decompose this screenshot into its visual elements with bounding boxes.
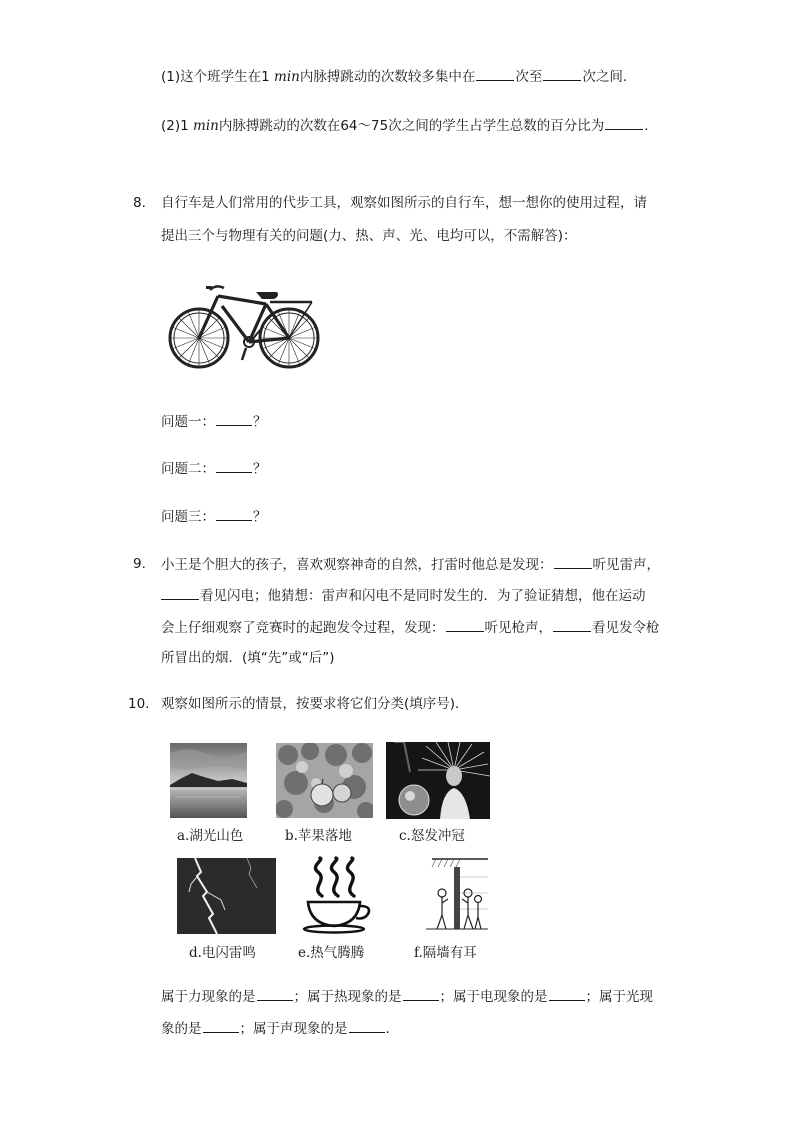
q8-text-line2: 提出三个与物理有关的问题(力、热、声、光、电均可以，不需解答)： bbox=[161, 228, 577, 244]
question-number-9: 9. bbox=[133, 556, 146, 572]
answer-blank[interactable] bbox=[543, 66, 581, 81]
eavesdrop-image bbox=[418, 853, 490, 935]
caption-b: b.苹果落地 bbox=[285, 828, 352, 844]
lake-mountain-image bbox=[170, 743, 247, 818]
caption-f: f.隔墙有耳 bbox=[414, 945, 477, 961]
caption-c: c.怒发冲冠 bbox=[399, 828, 465, 844]
q8-question-1: 问题一： ？ bbox=[161, 411, 267, 432]
q9-line1: 小王是个胆大的孩子，喜欢观察神奇的自然，打雷时他总是发现： 听见雷声， bbox=[161, 554, 660, 575]
caption-d: d.电闪雷鸣 bbox=[189, 945, 256, 961]
answer-blank[interactable] bbox=[257, 986, 293, 1001]
caption-e: e.热气腾腾 bbox=[298, 945, 365, 961]
falling-apple-image bbox=[276, 743, 373, 818]
answer-blank[interactable] bbox=[216, 506, 252, 521]
q9-line2: 看见闪电；他猜想：雷声和闪电不是同时发生的．为了验证猜想，他在运动 bbox=[161, 585, 646, 606]
hair-standing-image bbox=[386, 742, 490, 819]
answer-blank[interactable] bbox=[446, 617, 484, 632]
answer-blank[interactable] bbox=[476, 66, 514, 81]
q7-part1: (1)这个班学生在1 min内脉搏跳动的次数较多集中在 次至 次之间. bbox=[161, 66, 627, 87]
q8-question-2: 问题二： ？ bbox=[161, 458, 267, 479]
answer-blank[interactable] bbox=[203, 1018, 239, 1033]
question-number-10: 10. bbox=[128, 696, 150, 712]
caption-a: a.湖光山色 bbox=[177, 828, 244, 844]
q10-answer-line2: 象的是 ；属于声现象的是 ． bbox=[161, 1018, 399, 1039]
lightning-image bbox=[177, 858, 276, 934]
answer-blank[interactable] bbox=[403, 986, 439, 1001]
answer-blank[interactable] bbox=[553, 617, 591, 632]
q10-prompt: 观察如图所示的情景，按要求将它们分类(填序号)． bbox=[161, 696, 469, 712]
q7-part2: (2)1 min内脉搏跳动的次数在64～75次之间的学生占学生总数的百分比为 . bbox=[161, 115, 649, 136]
q9-line3: 会上仔细观察了竞赛时的起跑发令过程，发现： 听见枪声， 看见发令枪 bbox=[161, 617, 660, 638]
q8-text-line1: 自行车是人们常用的代步工具，观察如图所示的自行车，想一想你的使用过程，请 bbox=[161, 195, 647, 211]
answer-blank[interactable] bbox=[349, 1018, 385, 1033]
steaming-cup-image bbox=[300, 856, 374, 934]
answer-blank[interactable] bbox=[216, 411, 252, 426]
q8-question-3: 问题三： ？ bbox=[161, 506, 267, 527]
bicycle-image bbox=[166, 280, 326, 376]
q9-line4: 所冒出的烟．(填“先”或“后”) bbox=[161, 650, 335, 666]
answer-blank[interactable] bbox=[605, 115, 643, 130]
q10-answer-line1: 属于力现象的是 ；属于热现象的是 ；属于电现象的是 ；属于光现 bbox=[161, 986, 653, 1007]
answer-blank[interactable] bbox=[549, 986, 585, 1001]
answer-blank[interactable] bbox=[216, 458, 252, 473]
answer-blank[interactable] bbox=[161, 585, 199, 600]
question-number-8: 8. bbox=[133, 195, 146, 211]
answer-blank[interactable] bbox=[554, 554, 592, 569]
